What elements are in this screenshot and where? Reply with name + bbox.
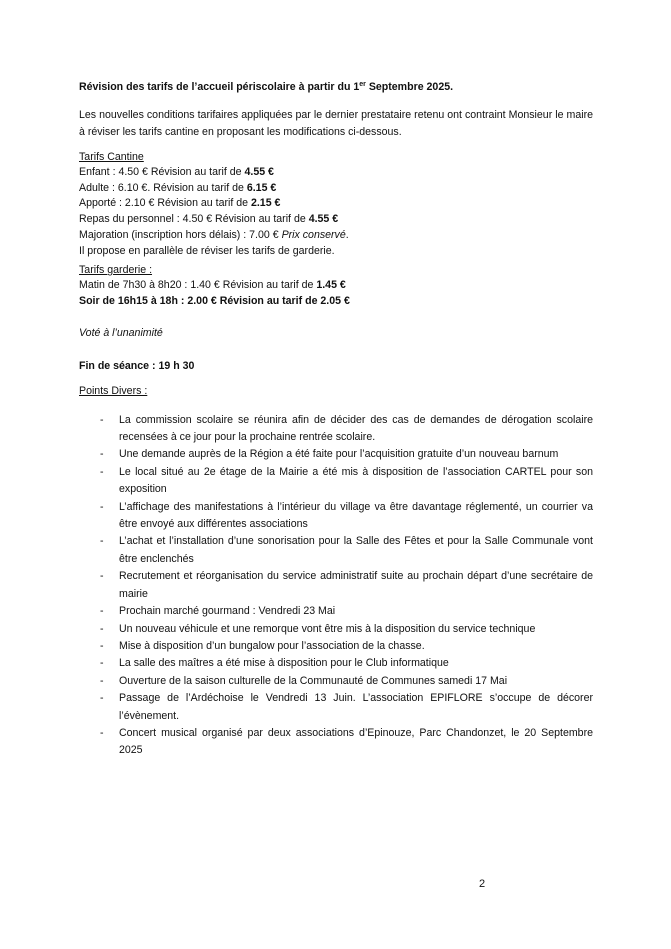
list-item	[79, 638, 593, 655]
list-item-text: Recrutement et réorganisation du service administratif suite au prochain départ d’une secrétaire de mairie	[119, 570, 593, 600]
list-item-text: La commission scolaire se réunira afin de décider des cas de demandes de dérogation scolaire recensées à ce jour pour la prochaine rentrée scolaire.	[119, 413, 593, 444]
cantine-row-majoration	[79, 228, 593, 244]
garderie-proposal-note: Il propose en parallèle de réviser les tarifs de garderie.	[79, 244, 335, 257]
list-item	[79, 499, 593, 534]
list-item	[79, 464, 593, 499]
bullet-dash: -	[100, 605, 104, 618]
bullet-dash: -	[100, 535, 104, 548]
list-item-text: Un nouveau véhicule et une remorque vont être mis à la disposition du service technique	[119, 622, 536, 635]
list-item-text: Le local situé au 2e étage de la Mairie a été mis à disposition de l’association CARTEL pour son exposition	[119, 465, 593, 496]
cantine-row-label: Apporté : 2.10 € Révision au tarif de	[79, 197, 251, 210]
majoration-end: .	[345, 228, 349, 241]
section-title	[79, 79, 593, 95]
page-number: 2	[479, 878, 486, 890]
list-item-text: Mise à disposition d’un bungalow pour l’association de la chasse.	[119, 639, 425, 652]
page-content	[79, 79, 593, 760]
list-item-text: Une demande auprès de la Région a été faite pour l’acquisition gratuite d’un nouveau barnum	[119, 448, 559, 461]
bullet-dash: -	[100, 726, 104, 739]
section-title-prefix: Révision des tarifs de l’accueil périscolaire à partir du 1	[79, 81, 360, 93]
list-item	[79, 673, 593, 690]
list-item	[79, 690, 593, 725]
list-item	[79, 412, 593, 447]
section-title-suffix: Septembre 2025.	[365, 81, 454, 93]
list-item	[79, 655, 593, 672]
bullet-dash: -	[100, 500, 104, 513]
cantine-row-new-price: 2.15 €	[250, 197, 281, 210]
list-item-text: La salle des maîtres a été mise à disposition pour le Club informatique	[119, 657, 449, 670]
majoration-note: Prix conservé	[281, 228, 346, 241]
end-of-session: Fin de séance : 19 h 30	[79, 359, 195, 372]
list-item-text: Passage de l’Ardéchoise le Vendredi 13 Juin. L’association EPIFLORE s’occupe de décorer l’évènement.	[119, 692, 593, 722]
list-item	[79, 533, 593, 568]
cantine-row-apporte	[79, 196, 593, 212]
list-item	[79, 725, 593, 760]
list-item	[79, 568, 593, 603]
bullet-dash: -	[100, 448, 104, 461]
list-item-text: Ouverture de la saison culturelle de la Communauté de Communes samedi 17 Mai	[119, 674, 508, 687]
bullet-dash: -	[100, 639, 104, 652]
intro-paragraph: Les nouvelles conditions tarifaires appliquées par le dernier prestataire retenu ont contraint Monsieur le maire à réviser les tarifs cantine en proposant les modifications ci-dessous.	[79, 109, 593, 138]
cantine-row-label: Enfant : 4.50 € Révision au tarif de	[79, 166, 245, 178]
vote-result: Voté à l’unanimité	[79, 326, 163, 339]
cantine-row-new-price: 6.15 €	[246, 181, 277, 194]
cantine-block	[79, 150, 593, 259]
cantine-row-adulte	[79, 181, 593, 197]
cantine-row-personnel	[79, 212, 593, 228]
garderie-matin-label: Matin de 7h30 à 8h20 : 1.40 € Révision au tarif de	[79, 279, 317, 292]
list-item-text: Prochain marché gourmand : Vendredi 23 Mai	[119, 605, 336, 618]
cantine-heading: Tarifs Cantine	[79, 151, 144, 163]
list-item	[79, 603, 593, 620]
bullet-dash: -	[100, 413, 104, 426]
divers-list	[79, 412, 593, 760]
list-item-text: Concert musical organisé par deux associations d’Epinouze, Parc Chandonzet, le 20 Septembre 2025	[119, 726, 593, 757]
garderie-row-matin	[79, 278, 593, 294]
bullet-dash: -	[100, 692, 104, 705]
bullet-dash: -	[100, 465, 104, 478]
cantine-row-enfant	[79, 165, 593, 181]
cantine-row-new-price: 4.55 €	[308, 213, 339, 226]
list-item	[79, 446, 593, 463]
garderie-block	[79, 263, 593, 309]
cantine-row-new-price: 4.55 €	[244, 166, 274, 178]
garderie-row-soir: Soir de 16h15 à 18h : 2.00 € Révision au tarif de 2.05 €	[79, 294, 350, 307]
list-item-text: L’achat et l’installation d’une sonorisation pour la Salle des Fêtes et pour la Salle Communale vont être enclenchés	[119, 535, 593, 565]
cantine-row-label: Repas du personnel : 4.50 € Révision au tarif de	[79, 213, 309, 226]
divers-heading: Points Divers :	[79, 384, 148, 397]
majoration-label: Majoration (inscription hors délais) : 7.00 €	[79, 228, 282, 241]
list-item	[79, 621, 593, 638]
bullet-dash: -	[100, 570, 104, 583]
bullet-dash: -	[100, 674, 104, 687]
bullet-dash: -	[100, 657, 104, 670]
garderie-heading: Tarifs garderie :	[79, 264, 153, 277]
list-item-text: L’affichage des manifestations à l’intérieur du village va être davantage réglementé, un courrier va être envoyé aux différentes associations	[119, 500, 593, 531]
section-title-superscript: er	[359, 81, 366, 88]
cantine-row-label: Adulte : 6.10 €. Révision au tarif de	[79, 181, 247, 194]
bullet-dash: -	[100, 622, 104, 635]
garderie-matin-new-price: 1.45 €	[316, 279, 346, 292]
